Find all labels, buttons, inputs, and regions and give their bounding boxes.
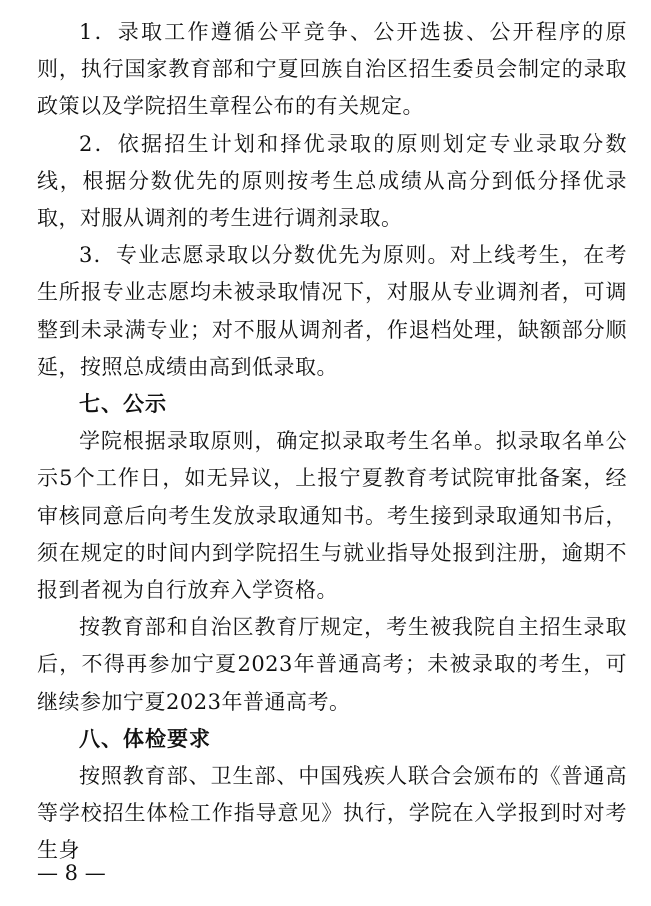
publicity-paragraph-1: 学院根据录取原则，确定拟录取考生名单。拟录取名单公示5个工作日，如无异议，上报宁夏教育考试院审批备案，经审核同意后向考生发放录取通知书。考生接到录取通知书后，须在规定的时间内到学院招生与就业指导处报到注册，逾期不报到者视为自行放弃入学资格。 [37, 429, 627, 603]
rule-paragraph-2: 2．依据招生计划和择优录取的原则划定专业录取分数线，根据分数优先的原则按考生总成绩从高分到低分择优录取，对服从调剂的考生进行调剂录取。 [37, 131, 627, 231]
page-number: — 8 — [37, 861, 106, 885]
publicity-paragraph-2: 按教育部和自治区教育厅规定，考生被我院自主招生录取后，不得再参加宁夏2023年普通高考；未被录取的考生，可继续参加宁夏2023年普通高考。 [37, 615, 627, 714]
section-heading-publicity: 七、公示 [79, 392, 167, 417]
section-heading-medical-exam: 八、体检要求 [79, 726, 211, 751]
rule-paragraph-1: 1．录取工作遵循公平竞争、公开选拔、公开程序的原则，执行国家教育部和宁夏回族自治区招生委员会制定的录取政策以及学院招生章程公布的有关规定。 [37, 20, 627, 119]
medical-exam-paragraph-1: 按照教育部、卫生部、中国残疾人联合会颁布的《普通高等学校招生体检工作指导意见》执行，学院在入学报到时对考生身 [37, 764, 627, 863]
rule-paragraph-3: 3．专业志愿录取以分数优先为原则。对上线考生，在考生所报专业志愿均未被录取情况下，对服从专业调剂者，可调整到未录满专业；对不服从调剂者，作退档处理，缺额部分顺延，按照总成绩由高到低录取。 [37, 243, 627, 379]
document-page [37, 14, 627, 870]
